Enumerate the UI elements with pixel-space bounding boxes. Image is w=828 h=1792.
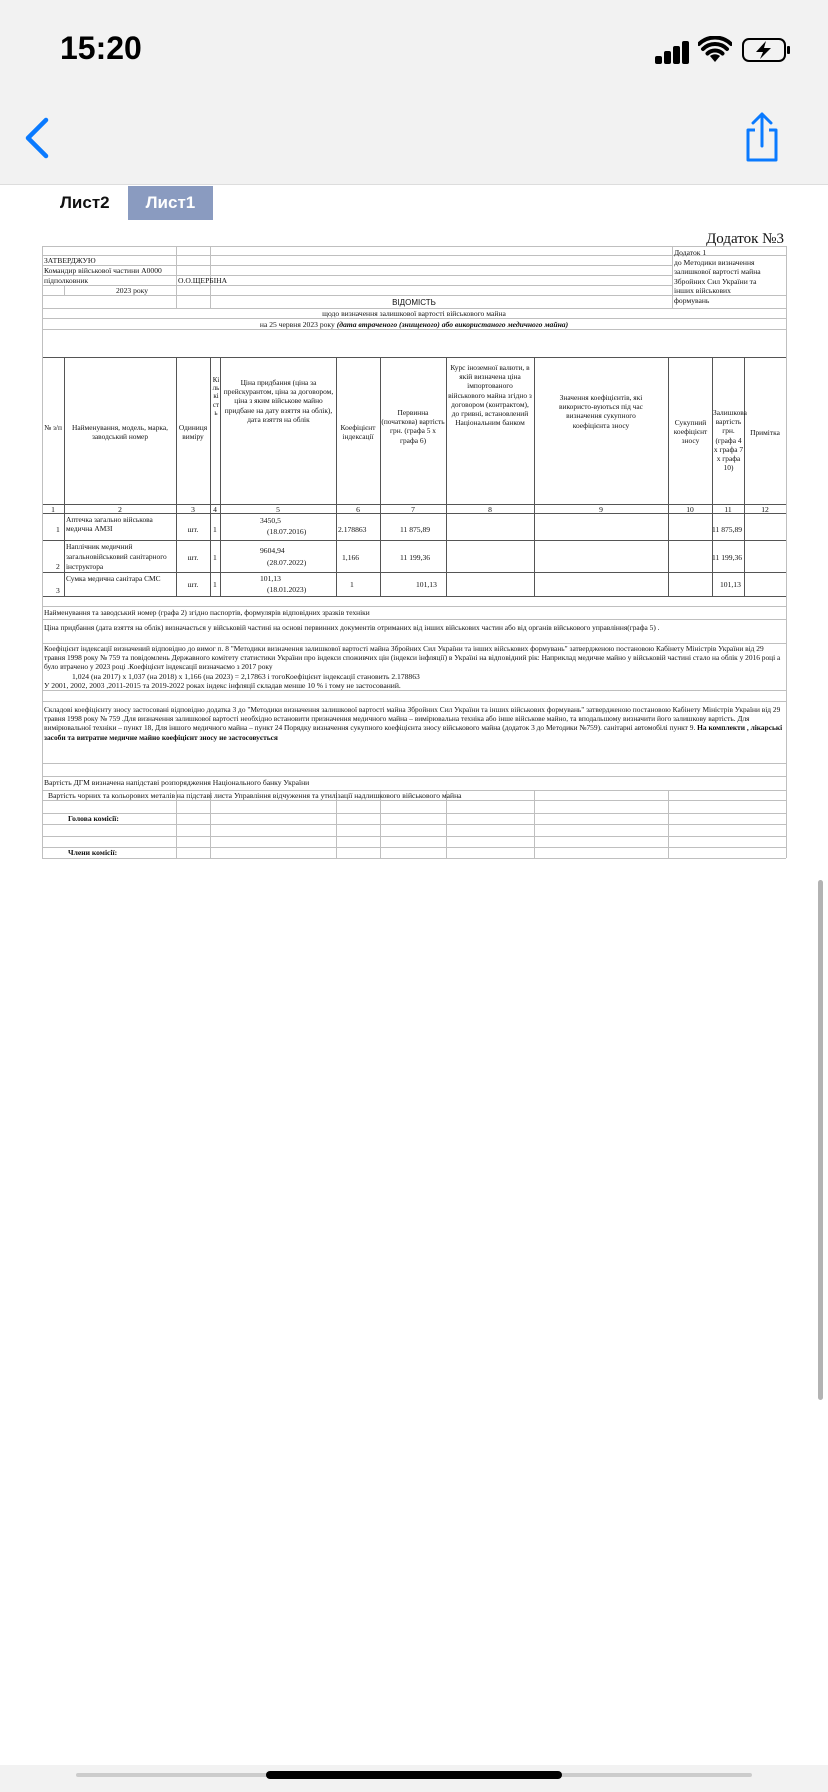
methodology-note: Додаток 1 до Методики визначення залишкової вартості майна Збройних Сил України та інших військових формувань (674, 248, 761, 305)
header-num: № з/п (44, 423, 62, 432)
commander-name: О.О.ЩЕРБІНА (178, 276, 228, 285)
note-metals: Вартість чорних та кольорових металів на підставі листа Управління відчуження та утилізації надлишкового військового майна (48, 791, 462, 800)
rank-label: підполковник (44, 276, 89, 285)
header-wear-values: Значення коефіцієнтів, які використо-вуються під час визначення сукупного коефіцієнта зносу (559, 393, 643, 430)
note-wear: Складові коефіцієнту зносу застосовані відповідно додатка 3 до "Методики визначення залишкової вартості майна Збройних Сил України та інших військових формувань" затвердженою постановою Кабінету Міністрів України від 29 травня 1998 року № 759 .Для визначення залишкової вартості необхідно встановити призначення медичного майна – вимірювальна техніка або інше військове майно, та вподальшому визначити його залишкову вартість. Для вимірювальної техніки – пункт 18, Для іншого медичного майна – пункт 24 Порядку визначення сукупного коефіцієнта зносу військового майна (додаток 3 до Методики №759). санітарні автомобілі пункт 9. На комплекти , лікарські засоби та витратне медичне майно коефіцієнт зносу не застосовується (44, 705, 783, 742)
header-qty: Кількість (212, 376, 220, 417)
document-title: ВІДОМІСТЬ (392, 298, 436, 307)
tab-sheet1[interactable]: Лист1 (128, 186, 214, 220)
header-note: Примітка (750, 428, 780, 437)
sheet-tabs (42, 186, 213, 220)
spreadsheet: Додаток №3 ЗАТВЕРДЖУЮ Командир військової частини А0000 підполковник О.О.ЩЕРБІНА 2023 року Додаток 1 до Методики визначення залишкової вартості майна Збройних Сил України та інших військових формувань ВІДОМІСТЬ щодо визначення залишкової вартості військового майна на 25 червня 2023 року (дата втраченого (знищеного) або використаного медичного майна) № з/п Найменування, модель, марка, заводський номер Одиниця виміру Кількість Ціна придбання (ціна за прейскурантом, ціна за договором, ціна з яким військове майно придбане на дату взяття на облік), дата взяття на облік Коефіцієнт індексації Первинна (початкова) вартість грн. (графа 5 х графа 6) Курс іноземної валюти, в якій визначена ціна імпортованого військового майна згідно з договором (контрактом), до гривні, встановлений Національним банком Значення коефіцієнтів, які використо-вуються під час визначення сукупного коефіцієнта зносу Сукупний коефіцієнт зносу Залишкова вартість грн. (графа 4 х графа 7 х графа 10) Примітка 1 2 3 4 5 6 7 8 9 10 11 12 1 Аптечка загально військова медична АМЗІ шт. 1 3450,5 (18.07.2016) 2.178863 11 875,89 11 875,89 2 Наплічник медичний загальновійськовий санітарного інструктора шт. 1 9604,94 (28.07.2022) 1,166 11 199,36 11 199,36 3 Сумка медична санітара СМС шт. 1 101,13 (18.01.2023) 1 101,13 101,13 Найменування та заводський номер (графа 2) згідно паспортів, формулярів відповідних зразків техніки Ціна придбання (дата взяття на облік) визначається у військовій частині на основі первинних документів отриманих від інших військових частин або від органів військового управління(графа 5) . Коефіцієнт індексації визначений відповідно до вимог п. 8 "Методики визначення залишкової вартості майна Збройних Сил України та інших військових формувань" затвердженою постановою Кабінету Міністрів України від 29 травня 1998 року № 759 та повідомлень Державного комітету статистики України про індекси споживчих цін (індекси інфляції) в Україні на відповідний рік: Наприклад медичне майно у військовій частині стало на облік у 2016 році а було втрачено у 2023 році .Коефіцієнт індексації визначаємо з 2017 року 1,024 (на 2017) х 1,037 (на 2018) х 1,166 (на 2023) = 2,17863 і тогоКоефіцієнт індексації становить 2.178863 У 2001, 2002, 2003 ,2011-2015 та 2019-2022 роках індекс інфляції складав менше 10 % і тому не застосований. Складові коефіцієнту зносу застосовані відповідно додатка 3 до "Методики визначення залишкової вартості майна Збройних Сил України та інших військових формувань" затвердженою постановою Кабінету Міністрів України від 29 травня 1998 року № 759 .Для визначення залишкової вартості необхідно встановити призначення медичного майна – вимірювальна техніка або інше військове майно, та вподальшому визначити його залишкову вартість. Для вимірювальної техніки – пункт 18, Для іншого медичного майна – пункт 24 Порядку визначення сукупного коефіцієнта зносу військового майна (додаток 3 до Методики №759). санітарні автомобілі пункт 9. На комплекти , лікарські засоби та витратне медичне майно коефіцієнт зносу не застосовується Вартість ДГМ визначена напідставі розпорядження Національного банку України Вартість чорних та кольорових металів на підставі листа Управління відчуження та утилізації надлишкового військового майна Голова комісії: Члени комісії: (42, 228, 786, 888)
col-number: 8 (488, 505, 492, 514)
commission-members-label: Члени комісії: (68, 848, 118, 857)
header-price: Ціна придбання (ціна за прейскурантом, ціна за договором, ціна з яким військове майно придбане на дату взяття на облік), дата взяття на облік (223, 378, 334, 424)
header-residual: Залишкова вартість грн. (графа 4 х графа 7 х графа 10) (713, 408, 747, 473)
col-number: 7 (411, 505, 415, 514)
col-number: 10 (686, 505, 694, 514)
note-price: Ціна придбання (дата взяття на облік) визначається у військовій частині на основі первинних документів отриманих від інших військових частин або від органів військового управління(графа 5) . (44, 623, 660, 632)
header-currency: Курс іноземної валюти, в якій визначена ціна імпортованого військового майна згідно з договором (контрактом), до гривні, встановлений Національним банком (448, 363, 532, 428)
note-formula: 1,024 (на 2017) х 1,037 (на 2018) х 1,166 (на 2023) = 2,17863 і тогоКоефіцієнт індексації становить 2.178863 (72, 672, 420, 681)
col-number: 5 (276, 505, 280, 514)
document-subtitle: щодо визначення залишкової вартості військового майна (322, 309, 506, 318)
col-number: 12 (761, 505, 769, 514)
year-label: 2023 року (116, 286, 149, 295)
chevron-left-icon[interactable] (22, 116, 52, 160)
header-initial: Первинна (початкова) вартість грн. (графа 5 х графа 6) (381, 408, 445, 445)
navigation-bar (0, 100, 828, 184)
document-date: на 25 червня 2023 року (дата втраченого (знищеного) або використаного медичного майна) (259, 320, 569, 329)
col-number: 2 (118, 505, 122, 514)
col-number: 9 (599, 505, 603, 514)
approve-label: ЗАТВЕРДЖУЮ (44, 256, 96, 265)
appendix-label: Додаток №3 (706, 231, 784, 247)
note-years: У 2001, 2002, 2003 ,2011-2015 та 2019-2022 роках індекс інфляції складав менше 10 % і тому не застосований. (44, 681, 401, 690)
note-dgm: Вартість ДГМ визначена напідставі розпорядження Національного банку України (44, 778, 310, 787)
col-number: 11 (724, 505, 732, 514)
header-total-wear: Сукупний коефіцієнт зносу (673, 418, 708, 446)
commander-label: Командир військової частини А0000 (44, 266, 162, 275)
share-icon[interactable] (742, 110, 782, 164)
header-coef: Коефіцієнт індексації (340, 423, 376, 442)
note-coefficient: Коефіцієнт індексації визначений відповідно до вимог п. 8 "Методики визначення залишкової вартості майна Збройних Сил України та інших військових формувань" затвердженою постановою Кабінету Міністрів України від 29 травня 1998 року № 759 та повідомлень Державного комітету статистики України про індекси споживчих цін (індекси інфляції) в Україні на відповідний рік: Наприклад медичне майно у військовій частині стало на облік у 2016 році а було втрачено у 2023 році .Коефіцієнт індексації визначаємо з 2017 року (44, 644, 781, 672)
wifi-icon (698, 36, 732, 64)
header-name: Найменування, модель, марка, заводський номер (71, 423, 169, 442)
signal-icon (655, 40, 691, 64)
commission-head-label: Голова комісії: (68, 814, 119, 823)
status-bar (0, 0, 828, 100)
battery-charging-icon (742, 38, 792, 62)
col-number: 4 (213, 505, 217, 514)
home-indicator[interactable] (266, 1771, 562, 1779)
col-number: 1 (51, 505, 55, 514)
col-number: 3 (191, 505, 195, 514)
note-name: Найменування та заводський номер (графа 2) згідно паспортів, формулярів відповідних зразків техніки (44, 608, 370, 617)
vertical-scrollbar[interactable] (818, 880, 823, 1400)
status-time: 15:20 (60, 30, 142, 66)
tab-sheet2[interactable]: Лист2 (42, 186, 128, 220)
col-number: 6 (356, 505, 360, 514)
header-unit: Одиниця виміру (178, 423, 208, 442)
